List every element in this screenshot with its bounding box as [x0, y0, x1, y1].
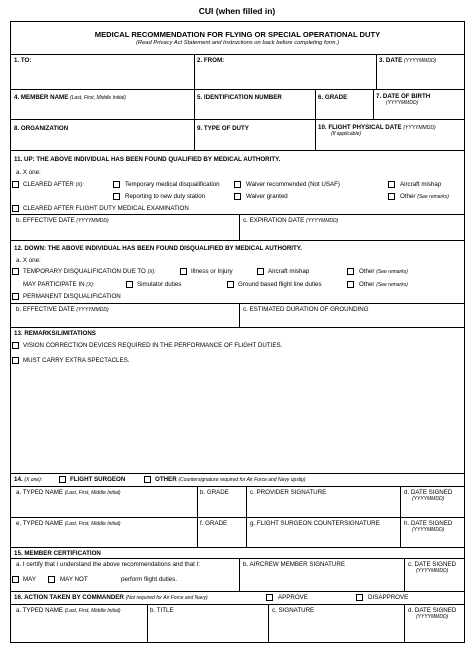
- section-13-header: 13. REMARKS/LIMITATIONS: [14, 330, 96, 337]
- s16-signature-field[interactable]: [269, 615, 403, 642]
- date-field[interactable]: [377, 65, 464, 88]
- dob-format: (YYYYMMDD): [386, 100, 419, 106]
- s12-temp-disq-label: TEMPORARY DISQUALIFICATION DUE TO (X):: [23, 268, 156, 275]
- s11-effective-date-field[interactable]: [11, 225, 238, 239]
- flight-physical-label: 10. FLIGHT PHYSICAL DATE (YYYYMMDD): [318, 124, 436, 131]
- s14-flight-surgeon-label: FLIGHT SURGEON: [70, 476, 126, 483]
- s12-perm-disq-checkbox[interactable]: [12, 293, 19, 300]
- section-11-header: 11. UP: THE ABOVE INDIVIDUAL HAS BEEN FOUND QUALIFIED BY MEDICAL AUTHORITY.: [14, 156, 281, 163]
- s16-typed-name-field[interactable]: [11, 615, 146, 642]
- s14-grade-field[interactable]: [198, 497, 245, 516]
- s16-approve-label: APPROVE: [278, 594, 308, 601]
- s12-other-1-checkbox[interactable]: [347, 268, 354, 275]
- flight-physical-field[interactable]: [316, 139, 464, 149]
- s12-simulator-label: Simulator duties: [137, 281, 182, 288]
- s15-date-signed-field[interactable]: [405, 576, 464, 590]
- member-name-label: 4. MEMBER NAME (Last, First, Middle Initial): [14, 94, 126, 101]
- s11-aircraft-mishap-checkbox[interactable]: [388, 181, 395, 188]
- s14-typed-name2-label: e. TYPED NAME (Last, First, Middle Initial): [16, 520, 121, 527]
- s11-waiver-rec-label: Waiver recommended (Not USAF): [246, 181, 340, 188]
- date-label: 3. DATE (YYYYMMDD): [379, 57, 437, 64]
- s15-may-not-label: MAY NOT: [60, 576, 88, 583]
- s14-date-format: (YYYYMMDD): [412, 496, 445, 502]
- s12-temp-disq-checkbox[interactable]: [12, 268, 19, 275]
- section-15-header: 15. MEMBER CERTIFICATION: [14, 550, 101, 557]
- s12-xone: a. X one:: [16, 257, 41, 264]
- organization-label: 8. ORGANIZATION: [14, 125, 69, 132]
- s12-other-2-checkbox[interactable]: [347, 281, 354, 288]
- s15-date-format: (YYYYMMDD): [416, 568, 449, 574]
- s13-spectacles-checkbox[interactable]: [12, 357, 19, 364]
- section-16-header: 16. ACTION TAKEN BY COMMANDER (Not required for Air Force and Navy): [14, 594, 208, 601]
- s16-signature-label: c. SIGNATURE: [272, 607, 315, 614]
- s11-expiration-date-label: c. EXPIRATION DATE (YYYYMMDD): [243, 217, 339, 224]
- s11-other-label: Other (See remarks): [400, 193, 449, 200]
- member-name-field[interactable]: [11, 104, 193, 118]
- id-number-field[interactable]: [195, 104, 314, 118]
- s16-disapprove-label: DISAPPROVE: [368, 594, 409, 601]
- s15-may-label: MAY: [23, 576, 36, 583]
- s11-aircraft-mishap-label: Aircraft mishap: [400, 181, 442, 188]
- s14-date-signed-field[interactable]: [401, 504, 464, 516]
- section-12-header: 12. DOWN: THE ABOVE INDIVIDUAL HAS BEEN FOUND DISQUALIFIED BY MEDICAL AUTHORITY.: [14, 245, 302, 252]
- organization-field[interactable]: [11, 134, 193, 149]
- s16-date-signed-field[interactable]: [405, 622, 464, 642]
- s13-vision-label: VISION CORRECTION DEVICES REQUIRED IN THE PERFORMANCE OF FLIGHT DUTIES.: [23, 342, 283, 349]
- s12-illness-label: Illness or Injury: [191, 268, 233, 275]
- s14-date-signed2-field[interactable]: [401, 535, 464, 546]
- s11-cleared-after-checkbox[interactable]: [12, 181, 19, 188]
- s15-may-not-checkbox[interactable]: [48, 576, 55, 583]
- s14-fs-counter-field[interactable]: [247, 528, 399, 546]
- s16-date-format: (YYYYMMDD): [416, 614, 449, 620]
- s14-grade2-label: f. GRADE: [200, 520, 228, 527]
- remarks-area[interactable]: [11, 370, 464, 472]
- s14-other-label: OTHER (Countersignature required for Air Force and Navy upslip): [155, 476, 306, 483]
- s16-date-signed-label: d. DATE SIGNED: [408, 607, 457, 614]
- s16-title-field[interactable]: [148, 615, 267, 642]
- s12-ground-based-checkbox[interactable]: [227, 281, 234, 288]
- s12-other-1-label: Other (See remarks): [359, 268, 408, 275]
- s14-typed-name-label: a. TYPED NAME (Last, First, Middle Initial): [16, 489, 121, 496]
- s14-grade2-field[interactable]: [198, 528, 245, 546]
- duty-type-field[interactable]: [195, 134, 314, 149]
- form-subtitle: (Read Privacy Act Statement and Instructions on back before completing form.): [135, 40, 340, 46]
- s14-grade-label: b. GRADE: [200, 489, 229, 496]
- s11-report-new-label: Reporting to new duty station: [125, 193, 206, 200]
- s14-typed-name2-field[interactable]: [11, 528, 196, 546]
- grade-label: 6. GRADE: [318, 94, 348, 101]
- s11-cleared-after-label: CLEARED AFTER (X):: [23, 181, 84, 188]
- s12-aircraft-mishap-checkbox[interactable]: [257, 268, 264, 275]
- dob-field[interactable]: [374, 108, 464, 118]
- s14-flight-surgeon-checkbox[interactable]: [59, 476, 66, 483]
- s14-fs-counter-label: g. FLIGHT SURGEON COUNTERSIGNATURE: [250, 520, 380, 527]
- s11-waiver-granted-checkbox[interactable]: [234, 193, 241, 200]
- to-field[interactable]: [11, 65, 193, 88]
- s13-spectacles-label: MUST CARRY EXTRA SPECTACLES.: [23, 357, 130, 364]
- from-label: 2. FROM:: [197, 57, 225, 64]
- section-14-label: 14. (X one):: [14, 476, 43, 483]
- s15-perform-label: perform flight duties.: [121, 576, 178, 583]
- s12-est-duration-field[interactable]: [240, 314, 464, 326]
- form-title: MEDICAL RECOMMENDATION FOR FLYING OR SPECIAL OPERATIONAL DUTY: [94, 30, 381, 39]
- s12-other-2-label: Other (See remarks): [359, 281, 408, 288]
- id-number-label: 5. IDENTIFICATION NUMBER: [197, 94, 282, 101]
- s11-effective-date-label: b. EFFECTIVE DATE (YYYYMMDD): [16, 217, 109, 224]
- s14-typed-name-field[interactable]: [11, 497, 196, 516]
- s15-may-checkbox[interactable]: [12, 576, 19, 583]
- s16-title-label: b. TITLE: [150, 607, 174, 614]
- s12-effective-date-label: b. EFFECTIVE DATE (YYYYMMDD): [16, 306, 109, 313]
- grade-field[interactable]: [316, 104, 372, 118]
- s13-vision-checkbox[interactable]: [12, 342, 19, 349]
- cui-marking: CUI (when filled in): [198, 6, 276, 16]
- from-field[interactable]: [195, 65, 375, 88]
- s12-effective-date-field[interactable]: [11, 314, 238, 326]
- s12-simulator-checkbox[interactable]: [126, 281, 133, 288]
- s12-illness-checkbox[interactable]: [180, 268, 187, 275]
- s14-provider-sig-field[interactable]: [247, 497, 399, 516]
- s14-other-checkbox[interactable]: [144, 476, 151, 483]
- applicable-note: (If applicable): [331, 131, 362, 137]
- s15-date-signed-label: c. DATE SIGNED: [408, 561, 457, 568]
- s12-ground-based-label: Ground based flight line duties: [238, 281, 322, 288]
- s15-aircrew-sig-label: b. AIRCREW MEMBER SIGNATURE: [243, 561, 345, 568]
- duty-type-label: 9. TYPE OF DUTY: [197, 125, 249, 132]
- s14-provider-sig-label: c. PROVIDER SIGNATURE: [250, 489, 327, 496]
- s12-perm-disq-label: PERMANENT DISQUALIFICATION: [23, 293, 121, 300]
- s12-aircraft-mishap-label: Aircraft mishap: [268, 268, 310, 275]
- s14-date2-format: (YYYYMMDD): [412, 527, 445, 533]
- s14-date-signed-label: d. DATE SIGNED: [404, 489, 453, 496]
- s11-report-new-checkbox[interactable]: [113, 193, 120, 200]
- s16-disapprove-checkbox[interactable]: [356, 594, 363, 601]
- s11-cleared-fde-checkbox[interactable]: [12, 205, 19, 212]
- s15-certify-label: a. I certify that I understand the above recommendations and that I:: [16, 561, 201, 568]
- s14-date-signed2-label: h. DATE SIGNED: [404, 520, 453, 527]
- s16-typed-name-label: a. TYPED NAME (Last, First, Middle Initial): [16, 607, 121, 614]
- dob-label: 7. DATE OF BIRTH: [376, 93, 431, 100]
- s11-cleared-fde-label: CLEARED AFTER FLIGHT DUTY MEDICAL EXAMINATION: [23, 205, 189, 212]
- s11-waiver-granted-label: Waiver granted: [246, 193, 288, 200]
- s11-temp-med-disq-label: Temporary medical disqualification: [125, 181, 220, 188]
- s12-may-participate-label: MAY PARTICIPATE IN (X):: [23, 281, 95, 288]
- s11-xone: a. X one:: [16, 169, 41, 176]
- s11-temp-med-disq-checkbox[interactable]: [113, 181, 120, 188]
- s11-waiver-rec-checkbox[interactable]: [234, 181, 241, 188]
- s11-expiration-date-field[interactable]: [240, 225, 464, 239]
- s15-aircrew-sig-field[interactable]: [240, 569, 403, 590]
- s12-est-duration-label: c. ESTIMATED DURATION OF GROUNDING: [243, 306, 369, 313]
- to-label: 1. TO:: [14, 57, 32, 64]
- s11-other-checkbox[interactable]: [388, 193, 395, 200]
- s16-approve-checkbox[interactable]: [266, 594, 273, 601]
